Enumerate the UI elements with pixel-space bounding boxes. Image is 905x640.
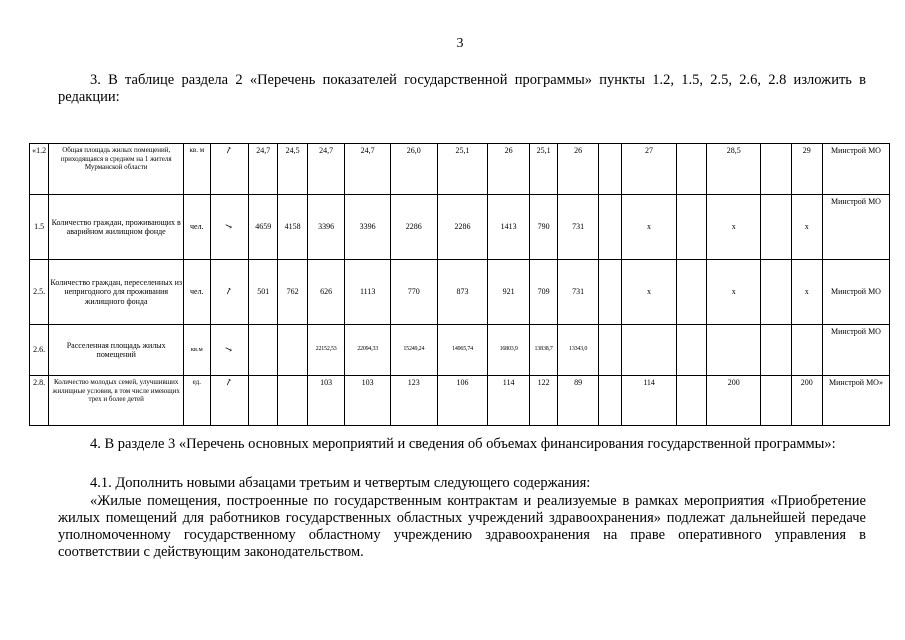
value-cell (598, 325, 621, 376)
value-cell: х (707, 260, 761, 325)
value-cell: 3396 (345, 195, 391, 260)
value-cell: х (791, 195, 822, 260)
value-cell (598, 195, 621, 260)
executor: Минстрой МО (822, 144, 889, 195)
value-cell (676, 260, 706, 325)
indicator-name: Расселенная площадь жилых помещений (49, 325, 184, 376)
executor: Минстрой МО (822, 195, 889, 260)
value-cell: 89 (558, 376, 599, 426)
value-cell: х (707, 195, 761, 260)
value-cell: 790 (529, 195, 557, 260)
value-cell: 22152,53 (307, 325, 345, 376)
value-cell: 27 (622, 144, 677, 195)
value-cell (676, 376, 706, 426)
indicator-name: Количество граждан, переселенных из непригодного для проживания жилищного фонда (49, 260, 184, 325)
value-cell (707, 325, 761, 376)
value-cell: 26 (488, 144, 530, 195)
value-cell: 4158 (278, 195, 307, 260)
value-cell: 122 (529, 376, 557, 426)
unit: кв. м (184, 144, 210, 195)
value-cell: 24,7 (345, 144, 391, 195)
page-number: 3 (456, 36, 464, 51)
value-cell: 106 (437, 376, 488, 426)
value-cell: 24,5 (278, 144, 307, 195)
value-cell: 709 (529, 260, 557, 325)
row-number: 2.6. (30, 325, 49, 376)
value-cell: 114 (488, 376, 530, 426)
value-cell: 22094,33 (345, 325, 391, 376)
section-4-paragraph: 4. В разделе 3 «Перечень основных мероприятий и сведения об объемах финансирования государственной программы»: (90, 436, 836, 452)
value-cell (676, 144, 706, 195)
value-cell: 13343,0 (558, 325, 599, 376)
unit: ед. (184, 376, 210, 426)
value-cell: 29 (791, 144, 822, 195)
value-cell (761, 376, 791, 426)
value-cell: 731 (558, 195, 599, 260)
row-number: 1.5 (30, 195, 49, 260)
value-cell (249, 376, 278, 426)
trend-sign: ↗ (210, 144, 249, 195)
value-cell: 1413 (488, 195, 530, 260)
item-4-1-paragraph: 4.1. Дополнить новыми абзацами третьим и четвертым следующего содержания: (90, 475, 591, 491)
value-cell: 103 (345, 376, 391, 426)
value-cell: 626 (307, 260, 345, 325)
value-cell: 28,5 (707, 144, 761, 195)
value-cell: 123 (390, 376, 437, 426)
executor: Минстрой МО (822, 260, 889, 325)
value-cell: 103 (307, 376, 345, 426)
value-cell (761, 195, 791, 260)
value-cell (622, 325, 677, 376)
trend-sign: ↘ (210, 195, 249, 260)
value-cell: 16803,9 (488, 325, 530, 376)
value-cell (278, 325, 307, 376)
value-cell: 24,7 (307, 144, 345, 195)
indicator-name: Количество граждан, проживающих в аварийном жилищном фонде (49, 195, 184, 260)
value-cell: 2286 (390, 195, 437, 260)
value-cell: 200 (791, 376, 822, 426)
executor: Минстрой МО (822, 325, 889, 376)
value-cell (598, 144, 621, 195)
value-cell: 24,7 (249, 144, 278, 195)
indicator-name: Количество молодых семей, улучшивших жилищные условия, в том числе имеющих трех и более детей (49, 376, 184, 426)
trend-sign: ↘ (210, 325, 249, 376)
trend-sign: ↗ (210, 376, 249, 426)
value-cell: х (791, 260, 822, 325)
value-cell: 26,0 (390, 144, 437, 195)
value-cell (598, 260, 621, 325)
value-cell: 873 (437, 260, 488, 325)
table-row (30, 260, 890, 325)
indicators-table (29, 143, 890, 426)
value-cell (761, 260, 791, 325)
intro-paragraph: 3. В таблице раздела 2 «Перечень показателей государственной программы» пункты 1.2, 1.5, 2.5, 2.6, 2.8 изложить в редакции: (58, 72, 866, 105)
value-cell: 731 (558, 260, 599, 325)
value-cell: 14965,74 (437, 325, 488, 376)
value-cell: 2286 (437, 195, 488, 260)
table-row (30, 144, 890, 195)
trend-sign: ↗ (210, 260, 249, 325)
value-cell (676, 325, 706, 376)
value-cell: 13838,7 (529, 325, 557, 376)
value-cell (278, 376, 307, 426)
value-cell (761, 144, 791, 195)
value-cell: х (622, 260, 677, 325)
value-cell: 3396 (307, 195, 345, 260)
value-cell: х (622, 195, 677, 260)
value-cell: 501 (249, 260, 278, 325)
value-cell: 15249,24 (390, 325, 437, 376)
value-cell (249, 325, 278, 376)
table-row (30, 195, 890, 260)
value-cell (761, 325, 791, 376)
value-cell: 114 (622, 376, 677, 426)
value-cell: 762 (278, 260, 307, 325)
value-cell: 25,1 (437, 144, 488, 195)
value-cell (791, 325, 822, 376)
value-cell: 200 (707, 376, 761, 426)
unit: чел. (184, 195, 210, 260)
row-number: 2.5. (30, 260, 49, 325)
indicator-name: Общая площадь жилых помещений, приходящаяся в среднем на 1 жителя Мурманской области (49, 144, 184, 195)
value-cell (598, 376, 621, 426)
value-cell: 770 (390, 260, 437, 325)
row-number: 2.8. (30, 376, 49, 426)
value-cell: 26 (558, 144, 599, 195)
executor: Минстрой МО» (822, 376, 889, 426)
value-cell: 1113 (345, 260, 391, 325)
value-cell (676, 195, 706, 260)
unit: чел. (184, 260, 210, 325)
value-cell: 25,1 (529, 144, 557, 195)
row-number: «1.2 (30, 144, 49, 195)
value-cell: 4659 (249, 195, 278, 260)
unit: кв.м (184, 325, 210, 376)
table-row (30, 325, 890, 376)
quote-paragraph: «Жилые помещения, построенные по государственным контрактам и реализуемые в рамках мероприятия «Приобретение жилых помещений для работников государственных областных учреждений здравоохранения» подлежат дальнейшей передаче уполномоченному государственному областному учреждению здравоохранения на праве оперативного управления в соответствии с действующим законодательством. (58, 493, 866, 560)
value-cell: 921 (488, 260, 530, 325)
table-row (30, 376, 890, 426)
